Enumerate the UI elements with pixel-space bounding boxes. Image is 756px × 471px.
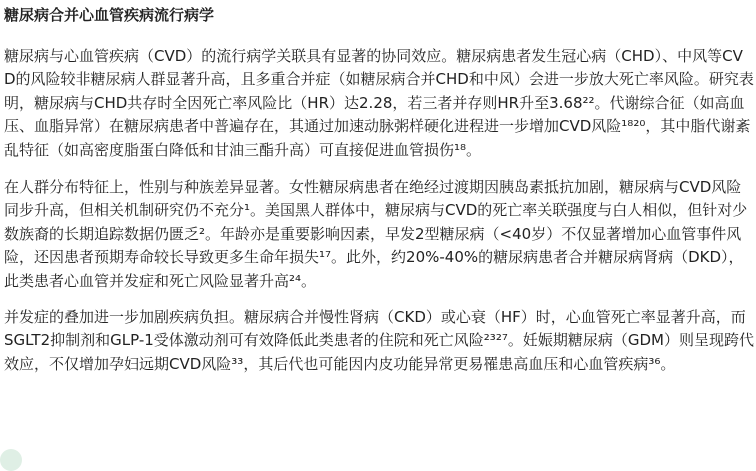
paragraph-3: 并发症的叠加进一步加剧疾病负担。糖尿病合并慢性肾病（CKD）或心衰（HF）时，心血管死亡率显著升高，而SGLT2抑制剂和GLP-1受体激动剂可有效降低此类患者的住院和死亡风险²³²⁷。妊娠期糖尿病（GDM）则呈现跨代效应，不仅增加孕妇远期CVD风险³³，其后代也可能因内皮功能异常更易罹患高血压和心血管疾病³⁶。: [4, 308, 754, 373]
paragraph-2: 在人群分布特征上，性别与种族差异显著。女性糖尿病患者在绝经过渡期因胰岛素抵抗加剧，糖尿病与CVD风险同步升高，但相关机制研究仍不充分¹。美国黑人群体中，糖尿病与CVD的死亡率关联强度与白人相似，但针对少数族裔的长期追踪数据仍匮乏²。年龄亦是重要影响因素，早发2型糖尿病（<40岁）不仅显著增加心血管事件风险，还因患者预期寿命较长导致更多生命年损失¹⁷。此外，约20%-40%的糖尿病患者合并糖尿病肾病（DKD），此类患者心血管并发症和死亡风险显著升高²⁴。: [4, 178, 748, 290]
document-title: 糖尿病合并心血管疾病流行病学: [4, 6, 215, 24]
watermark-icon: [0, 449, 22, 471]
document-body: [4, 0, 754, 376]
paragraph-1: 糖尿病与心血管疾病（CVD）的流行病学关联具有显著的协同效应。糖尿病患者发生冠心病（CHD）、中风等CVD的风险较非糖尿病人群显著升高，且多重合并症（如糖尿病合并CHD和中风）会进一步放大死亡率风险。研究表明，糖尿病与CHD共存时全因死亡率风险比（HR）达2.28，若三者并存则HR升至3.68²²。代谢综合征（如高血压、血脂异常）在糖尿病患者中普遍存在，其通过加速动脉粥样硬化进程进一步增加CVD风险¹⁸²⁰，其中脂代谢紊乱特征（如高密度脂蛋白降低和甘油三酯升高）可直接促进血管损伤¹⁸。: [4, 47, 754, 159]
